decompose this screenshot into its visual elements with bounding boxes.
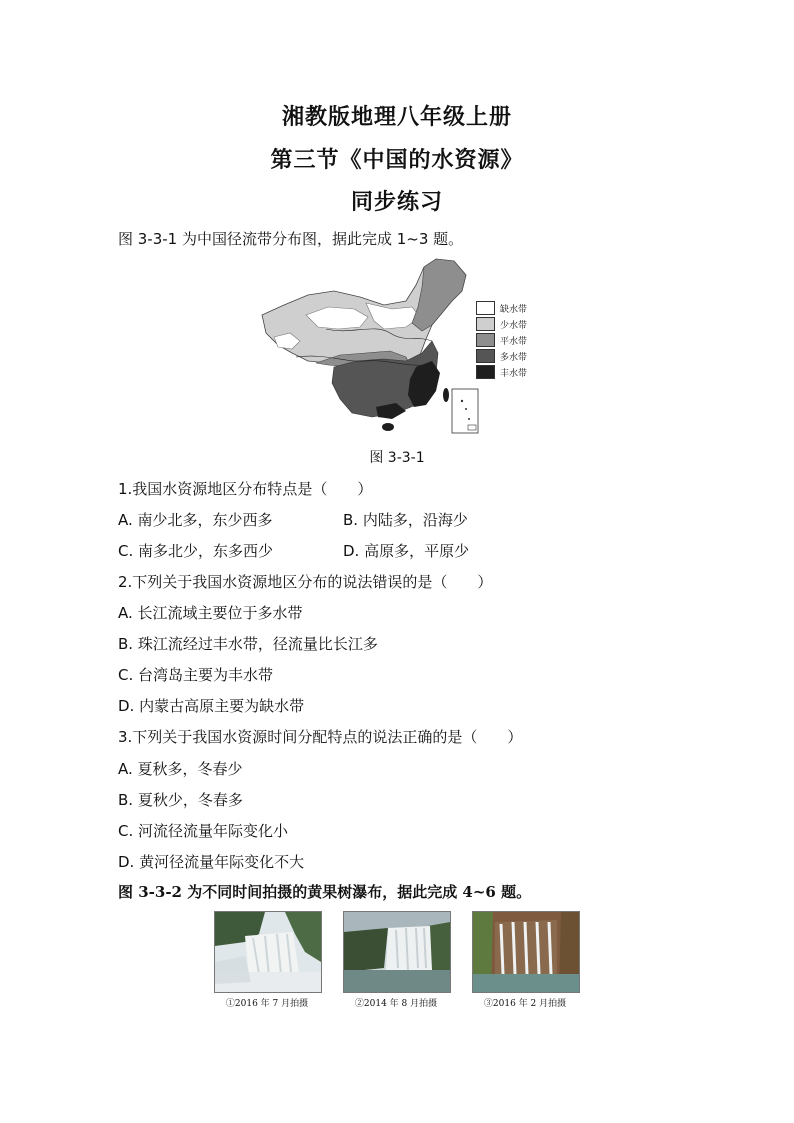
q2-option-d: D. 内蒙古高原主要为缺水带 bbox=[118, 697, 305, 715]
legend-label: 少水带 bbox=[500, 320, 528, 331]
q3-option-a: A. 夏秋多，冬春少 bbox=[118, 760, 243, 778]
legend-swatch bbox=[476, 333, 495, 347]
q2-stem: 2.下列关于我国水资源地区分布的说法错误的是（ ） bbox=[118, 573, 493, 591]
q1-option-d: D. 高原多，平原少 bbox=[343, 542, 470, 560]
legend-label: 丰水带 bbox=[500, 368, 528, 379]
legend-swatch bbox=[476, 365, 495, 379]
intro-photos: 图 3-3-2 为不同时间拍摄的黄果树瀑布，据此完成 4~6 题。 bbox=[118, 883, 532, 901]
legend-label: 多水带 bbox=[500, 352, 528, 363]
waterfall-photo-3 bbox=[472, 911, 580, 993]
south-china-sea-inset bbox=[452, 389, 478, 433]
legend-item bbox=[476, 300, 527, 316]
q1-option-b: B. 内陆多，沿海少 bbox=[343, 511, 468, 529]
legend-label: 缺水带 bbox=[500, 304, 528, 315]
photo-caption-2: ②2014 年 8 月拍摄 bbox=[354, 999, 438, 1009]
q2-option-a: A. 长江流域主要位于多水带 bbox=[118, 604, 303, 622]
legend-swatch bbox=[476, 301, 495, 315]
legend-item bbox=[476, 316, 527, 332]
legend-item bbox=[476, 364, 527, 380]
zone-normal-water-ne bbox=[412, 259, 466, 331]
title-exercise: 同步练习 bbox=[350, 189, 443, 215]
waterfall-photo-2 bbox=[343, 911, 451, 993]
hainan-island bbox=[382, 423, 394, 431]
q2-option-b: B. 珠江流经过丰水带，径流量比长江多 bbox=[118, 635, 378, 653]
legend-item bbox=[476, 332, 527, 348]
q1-option-a: A. 南少北多，东少西多 bbox=[118, 511, 273, 529]
legend-label: 平水带 bbox=[500, 336, 528, 347]
intro-map: 图 3-3-1 为中国径流带分布图，据此完成 1~3 题。 bbox=[118, 230, 464, 248]
q1-option-c: C. 南多北少，东多西少 bbox=[118, 542, 274, 560]
waterfall-photo-1 bbox=[214, 911, 322, 993]
q3-option-d: D. 黄河径流量年际变化不大 bbox=[118, 853, 305, 871]
photo-caption-3: ③2016 年 2 月拍摄 bbox=[483, 999, 567, 1009]
waterfall-photo-2-image bbox=[344, 912, 450, 992]
title-section: 第三节《中国的水资源》 bbox=[270, 147, 524, 173]
map-legend bbox=[476, 300, 527, 380]
photo-caption-1: ①2016 年 7 月拍摄 bbox=[225, 999, 309, 1009]
legend-item bbox=[476, 348, 527, 364]
q3-stem: 3.下列关于我国水资源时间分配特点的说法正确的是（ ） bbox=[118, 728, 523, 746]
q2-option-c: C. 台湾岛主要为丰水带 bbox=[118, 666, 274, 684]
q3-option-c: C. 河流径流量年际变化小 bbox=[118, 822, 289, 840]
legend-swatch bbox=[476, 317, 495, 331]
map-caption: 图 3-3-1 bbox=[369, 450, 425, 466]
title-textbook: 湘教版地理八年级上册 bbox=[281, 104, 512, 130]
taiwan-island bbox=[443, 388, 449, 402]
q3-option-b: B. 夏秋少，冬春多 bbox=[118, 791, 243, 809]
waterfall-photo-3-image bbox=[473, 912, 579, 992]
q1-stem: 1.我国水资源地区分布特点是（ ） bbox=[118, 480, 373, 498]
legend-swatch bbox=[476, 349, 495, 363]
waterfall-photo-1-image bbox=[215, 912, 321, 992]
